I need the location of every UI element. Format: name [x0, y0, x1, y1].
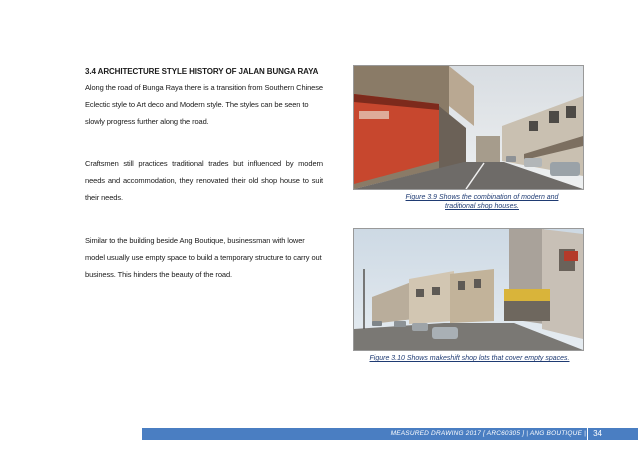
footer-bar [142, 428, 638, 440]
paragraph-makeshift: Similar to the building beside Ang Boutique, businessman with lower model usually use empty space to build a temporary structure to carry out business. This hinders the beauty of the road. [85, 236, 322, 279]
paragraph-craftsmen: Craftsmen still practices traditional trades but influenced by modern needs and accommodation, they renovated their old shop house to suit their needs. [85, 159, 323, 202]
street-photo-modern-traditional [353, 65, 584, 190]
section-heading: 3.4 ARCHITECTURE STYLE HISTORY OF JALAN BUNGA RAYA [85, 67, 319, 76]
figure-caption-3-10: Figure 3.10 Shows makeshift shop lots that cover empty spaces. [369, 355, 570, 362]
paragraph-transition: Along the road of Bunga Raya there is a transition from Southern Chinese Eclectic style to Art deco and Modern style. The styles can be seen to slowly progress further along the road. [85, 83, 323, 126]
page-number: 34 [587, 428, 602, 440]
street-photo-makeshift-shops [353, 228, 584, 351]
footer-text: MEASURED DRAWING 2017 [ ARC60305 ] | ANG BOUTIQUE | [390, 430, 586, 437]
figure-caption-3-9: Figure 3.9 Shows the combination of modern and traditional shop houses. [405, 194, 559, 210]
